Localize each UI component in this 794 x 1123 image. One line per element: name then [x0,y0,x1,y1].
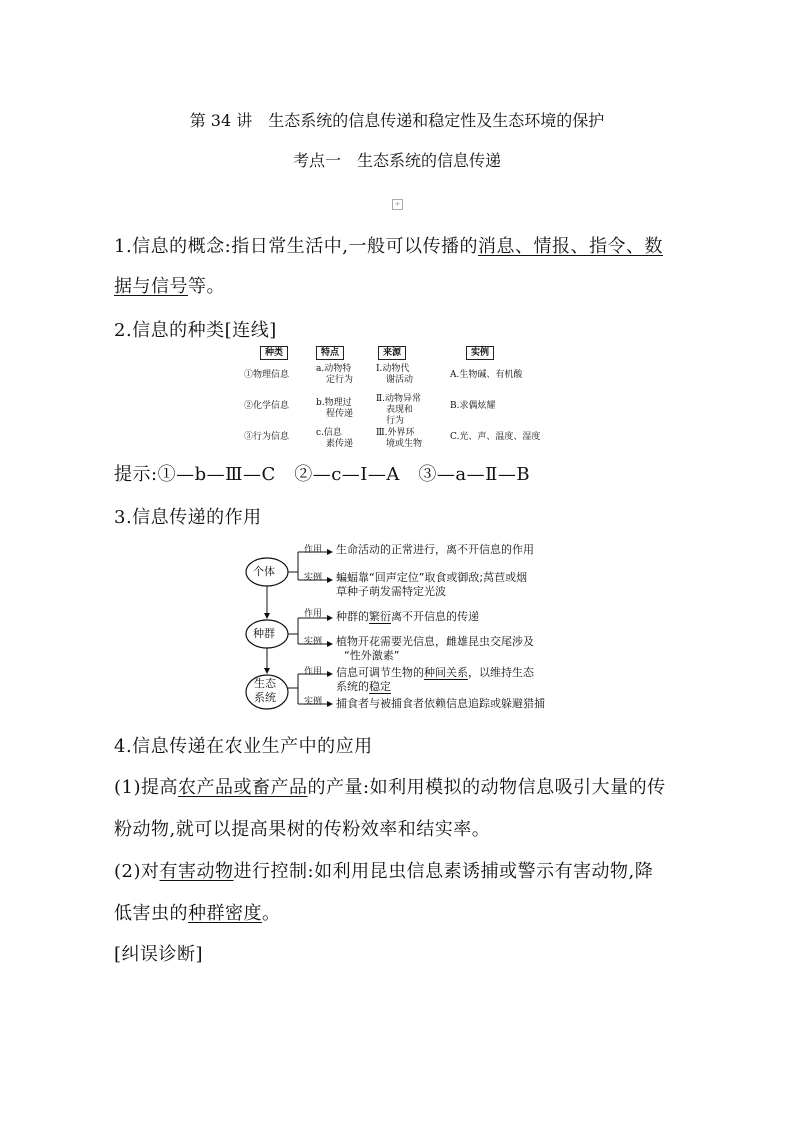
label-role-3: 作用 [304,667,323,677]
population-example: 植物开花需要光信息，雌雄昆虫交尾涉及 “性外激素” [336,635,534,662]
header-example: 实例 [466,346,494,360]
label-example-3: 实例 [304,697,323,707]
application-p1-line2: 粉动物,就可以提高果树的传粉效率和结实率。 [114,819,491,840]
concept-text: 1.信息的概念:指日常生活中,一般可以传播的 [114,236,478,257]
source-1: Ⅰ.动物代 谢活动 [376,364,414,385]
concept-suffix: 等。 [188,276,225,297]
header-feature: 特点 [316,346,344,360]
application-p2-line1: (2)对有害动物进行控制:如利用昆虫信息素诱捕或警示有害动物,降 [114,861,654,882]
node-population: 种群 [253,627,275,640]
population-role: 种群的繁衍离不开信息的传递 [336,610,479,623]
feature-c: c.信息 素传递 [316,428,354,449]
header-kind: 种类 [260,346,288,360]
application-p1-line1: (1)提高农产品或畜产品的产量:如利用模拟的动物信息吸引大量的传 [114,777,666,798]
header-source: 来源 [378,346,406,360]
kind-behavior: ③行为信息 [244,432,290,442]
concept-line-2 [114,272,225,298]
example-b: B.求偶炫耀 [450,401,496,411]
label-example-1: 实例 [304,573,323,583]
types-hint: 提示:①—b—Ⅲ—C ②—c—Ⅰ—A ③—a—Ⅱ—B [114,464,531,485]
concept-underline-2: 据与信号 [114,276,188,297]
example-c: C.光、声、温度、湿度 [450,432,541,442]
placeholder-image-icon: + [392,199,403,210]
application-p2-line2: 低害虫的种群密度。 [114,903,281,924]
info-types-diagram [244,346,564,456]
label-example-2: 实例 [304,637,323,647]
diagnosis-heading: [纠误诊断] [114,944,204,965]
concept-underline: 消息、情报、指令、数 [477,236,663,257]
feature-a: a.动物特 定行为 [316,364,354,385]
function-diagram [240,538,560,714]
lecture-title: 第 34 讲 生态系统的信息传递和稳定性及生态环境的保护 [189,111,605,130]
ecosystem-role: 信息可调节生物的种间关系，以维持生态 系统的稳定 [336,666,534,693]
types-heading: 2.信息的种类[连线] [114,320,277,341]
function-heading: 3.信息传递的作用 [114,507,262,528]
individual-role: 生命活动的正常进行，离不开信息的作用 [336,543,534,556]
feature-b: b.物理过 程传递 [316,398,354,419]
node-ecosystem: 生态 系统 [254,677,276,704]
individual-example: 蝙蝠靠“回声定位”取食或御敌;莴苣或烟 草种子萌发需特定光波 [336,571,528,598]
kind-chemical: ②化学信息 [244,401,290,411]
label-role-1: 作用 [304,545,323,555]
concept-line-1 [114,232,663,258]
node-individual: 个体 [253,565,275,578]
ecosystem-example: 捕食者与被捕食者依赖信息追踪或躲避猎捕 [336,697,545,710]
application-heading: 4.信息传递在农业生产中的应用 [114,736,373,757]
kind-physical: ①物理信息 [244,370,290,380]
example-a: A.生物碱、有机酸 [450,370,523,380]
label-role-2: 作用 [304,609,323,619]
source-3: Ⅲ.外界环 境或生物 [376,428,423,449]
section-subtitle: 考点一 生态系统的信息传递 [292,151,501,170]
source-2: Ⅱ.动物异常 表现和 行为 [376,394,421,426]
